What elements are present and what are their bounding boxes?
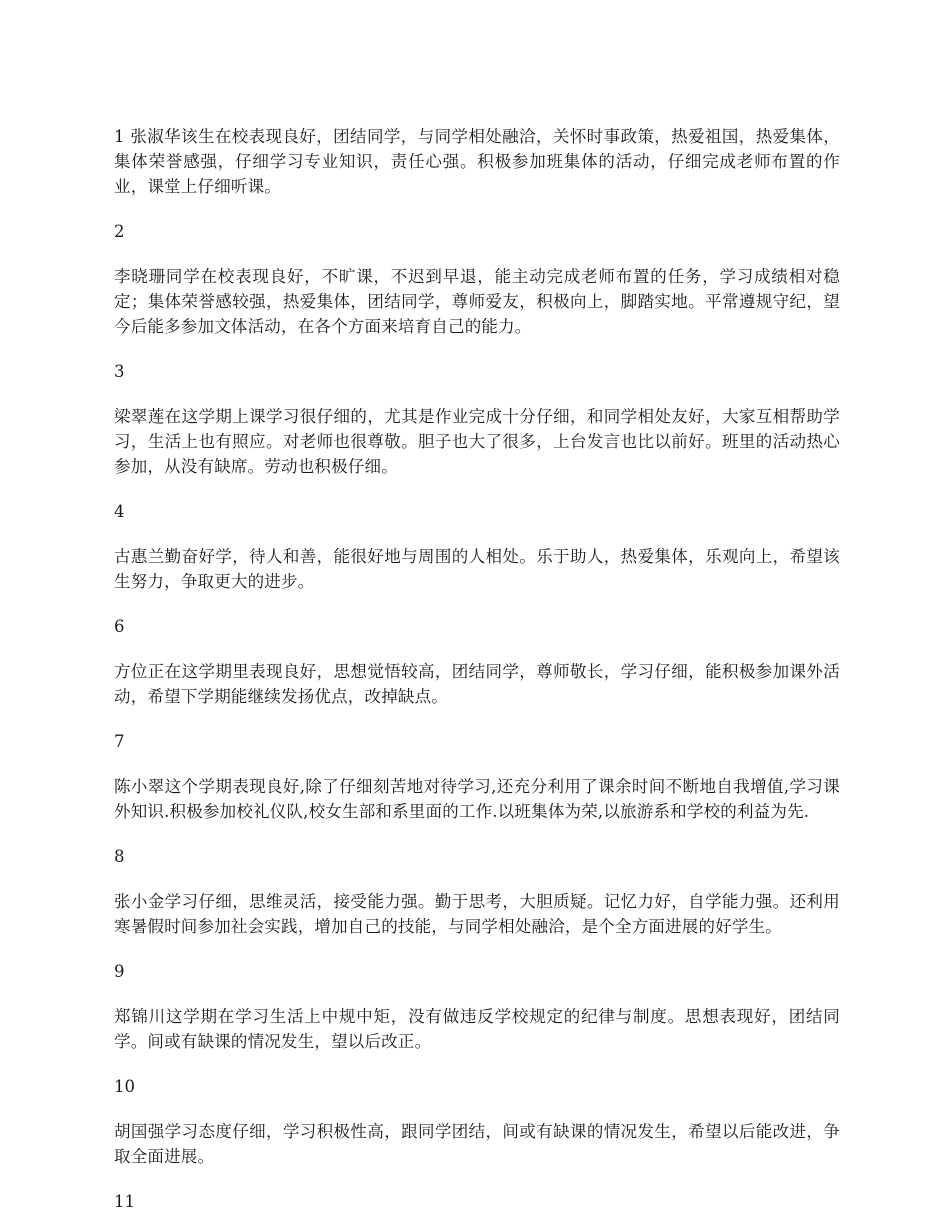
- entry-text-4: 古惠兰勤奋好学，待人和善，能很好地与周围的人相处。乐于助人，热爱集体，乐观向上，希望该生努力，争取更大的进步。: [114, 547, 840, 591]
- entry-text-7: 陈小翠这个学期表现良好,除了仔细刻苦地对待学习,还充分利用了课余时间不断地自我增值,学习课外知识.积极参加校礼仪队,校女生部和系里面的工作.以班集体为荣,以旅游系和学校的利益为先.: [114, 777, 840, 821]
- entry-text-10: 胡国强学习态度仔细，学习积极性高，跟同学团结，间或有缺课的情况发生，希望以后能改进，争取全面进展。: [114, 1122, 840, 1166]
- entry-number-4: 4: [114, 502, 125, 521]
- entry-number-2: 2: [114, 222, 125, 241]
- entry-number-3: 3: [114, 362, 125, 381]
- document-body: [114, 124, 840, 1214]
- entry-number-8: 8: [114, 847, 125, 866]
- entry-number-6: 6: [114, 617, 125, 636]
- entry-text-6: 方位正在这学期里表现良好，思想觉悟较高，团结同学，尊师敬长，学习仔细，能积极参加课外活动，希望下学期能继续发扬优点，改掉缺点。: [114, 662, 840, 706]
- entry-text-9: 郑锦川这学期在学习生活上中规中矩，没有做违反学校规定的纪律与制度。思想表现好，团结同学。间或有缺课的情况发生，望以后改正。: [114, 1007, 840, 1051]
- entry-number-7: 7: [114, 732, 125, 751]
- entry-text-1: 1 张淑华该生在校表现良好，团结同学，与同学相处融洽，关怀时事政策，热爱祖国，热爱集体，集体荣誉感强，仔细学习专业知识，责任心强。积极参加班集体的活动，仔细完成老师布置的作业，课堂上仔细听课。: [114, 127, 840, 196]
- entry-number-9: 9: [114, 962, 125, 981]
- entry-text-2: 李晓珊同学在校表现良好，不旷课，不迟到早退，能主动完成老师布置的任务，学习成绩相对稳定；集体荣誉感较强，热爱集体，团结同学，尊师爱友，积极向上，脚踏实地。平常遵规守纪，望今后能多参加文体活动，在各个方面来培育自己的能力。: [114, 267, 840, 336]
- entry-number-11: 11: [114, 1192, 135, 1211]
- entry-text-3: 梁翠莲在这学期上课学习很仔细的，尤其是作业完成十分仔细，和同学相处友好，大家互相帮助学习，生活上也有照应。对老师也很尊敬。胆子也大了很多，上台发言也比以前好。班里的活动热心参加，从没有缺席。劳动也积极仔细。: [114, 407, 840, 476]
- entry-text-8: 张小金学习仔细，思维灵活，接受能力强。勤于思考，大胆质疑。记忆力好，自学能力强。还利用寒暑假时间参加社会实践，增加自己的技能，与同学相处融洽，是个全方面进展的好学生。: [114, 892, 840, 936]
- entry-number-10: 10: [114, 1077, 135, 1096]
